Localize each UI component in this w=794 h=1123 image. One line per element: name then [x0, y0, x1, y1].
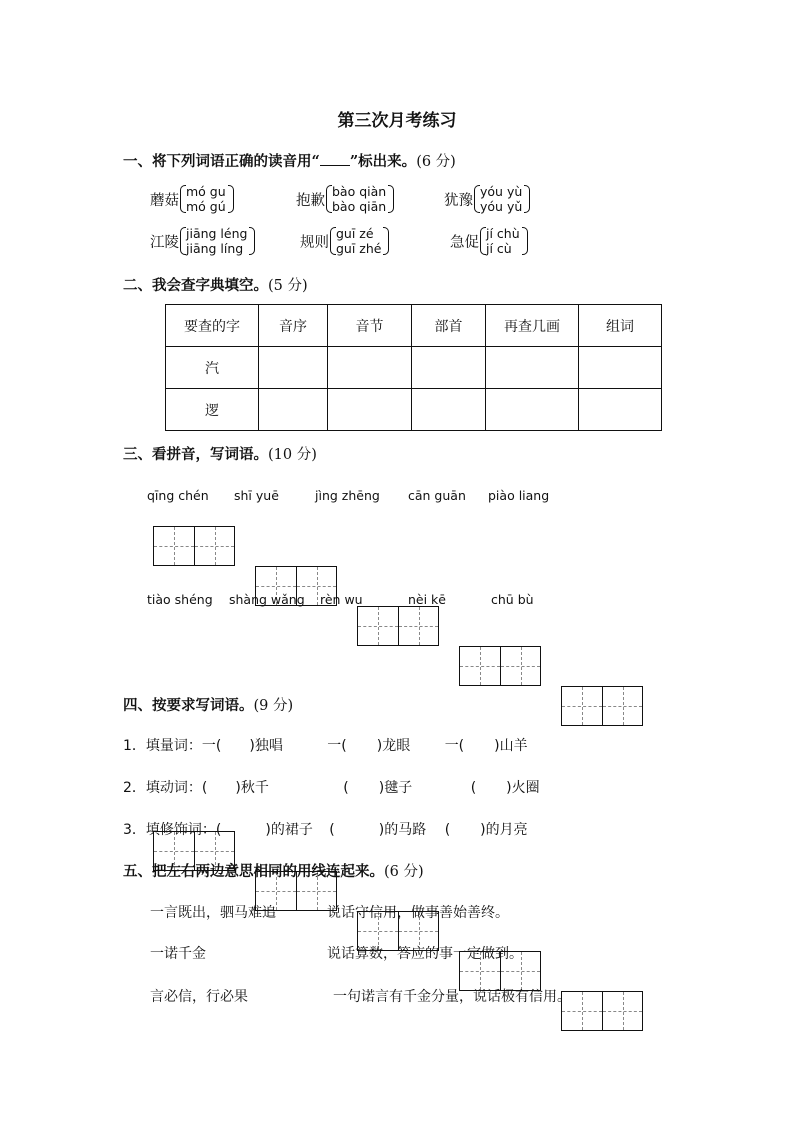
- section-5-score: (6 分): [384, 864, 424, 880]
- answer-cell[interactable]: [486, 389, 579, 431]
- pinyin-option-b: jí cù: [486, 241, 512, 256]
- pinyin-options: [328, 184, 392, 214]
- section-5-heading: [123, 860, 424, 881]
- section-1-heading-pre: 一、将下列词语正确的读音用“: [123, 153, 320, 170]
- answer-cell[interactable]: [259, 389, 328, 431]
- table-char-cell: 汽: [166, 347, 259, 389]
- table-header-cell: 要查的字: [166, 305, 259, 347]
- line-1-b: 一(: [327, 738, 347, 754]
- match-right-item[interactable]: 说话算数，答应的事一定做到。: [327, 946, 523, 962]
- writing-grid[interactable]: [153, 526, 235, 566]
- answer-cell[interactable]: [486, 347, 579, 389]
- exercise-line-2: [123, 777, 540, 797]
- section-3-score: (10 分): [268, 447, 317, 463]
- choice-word: 急促: [450, 234, 479, 251]
- pinyin-prompt: shī yuē: [234, 488, 279, 503]
- section-2-heading-text: 二、我会查字典填空。: [123, 277, 268, 294]
- pinyin-prompt: rèn wu: [320, 592, 363, 607]
- table-header-cell: 再查几画: [486, 305, 579, 347]
- pinyin-option-a: bào qiàn: [332, 184, 387, 199]
- section-1-score: (6 分): [416, 154, 456, 170]
- line-2-a: )秋千: [235, 780, 269, 796]
- pinyin-choice-item: [150, 184, 232, 214]
- line-2-d: (: [470, 780, 477, 796]
- writing-grid[interactable]: [357, 606, 439, 646]
- pinyin-options: [182, 184, 232, 214]
- table-header-cell: 音节: [328, 305, 412, 347]
- line-1-e: )山羊: [494, 738, 528, 754]
- section-2-score: (5 分): [268, 278, 308, 294]
- table-header-cell: 音序: [259, 305, 328, 347]
- writing-grid[interactable]: [561, 991, 643, 1031]
- answer-cell[interactable]: [259, 347, 328, 389]
- line-2-e: )火圈: [506, 780, 540, 796]
- section-1-heading: [123, 150, 456, 171]
- page-title: 第三次月考练习: [337, 111, 457, 131]
- section-1-heading-post: ”标出来。: [349, 153, 417, 170]
- pinyin-prompt: shàng wǎng: [229, 592, 305, 607]
- table-row: [166, 347, 662, 389]
- match-right-item[interactable]: 一句诺言有千金分量，说话极有信用。: [333, 989, 571, 1005]
- pinyin-prompt: piào liang: [488, 488, 550, 503]
- choice-word: 规则: [300, 234, 329, 251]
- answer-cell[interactable]: [328, 347, 412, 389]
- choice-word: 犹豫: [444, 192, 473, 209]
- line-3-d: (: [444, 822, 451, 838]
- line-1-a: )独唱: [249, 738, 283, 754]
- pinyin-options: [476, 184, 528, 214]
- pinyin-options: [182, 226, 253, 256]
- choice-word: 江陵: [150, 234, 179, 251]
- answer-cell[interactable]: [579, 347, 662, 389]
- pinyin-choice-item: [444, 184, 528, 214]
- section-3-heading: [123, 443, 317, 464]
- pinyin-option-b: jiāng líng: [186, 241, 244, 256]
- pinyin-prompt: tiào shéng: [147, 592, 213, 607]
- pinyin-prompt: jìng zhēng: [315, 488, 380, 503]
- line-3-a: )的裙子: [265, 822, 313, 838]
- pinyin-options: [332, 226, 387, 256]
- match-right-item[interactable]: 说话守信用，做事善始善终。: [327, 905, 509, 921]
- table-char-cell: 逻: [166, 389, 259, 431]
- line-1-d: 一(: [444, 738, 465, 754]
- line-3-label: 3．填修饰词：(: [123, 822, 222, 838]
- table-header-cell: 部首: [412, 305, 486, 347]
- exercise-line-3: [123, 819, 528, 839]
- pinyin-prompt: chū bù: [491, 592, 534, 607]
- line-1-label: 1．填量词：一(: [123, 738, 222, 754]
- pinyin-options: [482, 226, 526, 256]
- answer-cell[interactable]: [579, 389, 662, 431]
- section-4-score: (9 分): [253, 698, 294, 714]
- section-2-heading: [123, 274, 308, 295]
- match-left-item[interactable]: 一诺千金: [150, 946, 206, 962]
- pinyin-choice-item: [450, 226, 526, 256]
- writing-grid[interactable]: [459, 646, 541, 686]
- writing-grid[interactable]: [561, 686, 643, 726]
- pinyin-option-b: guī zhé: [336, 241, 382, 256]
- section-4-heading: [123, 694, 293, 715]
- line-2-c: )毽子: [378, 780, 413, 796]
- choice-word: 抱歉: [296, 192, 325, 209]
- section-4-heading-text: 四、按要求写词语。: [123, 697, 254, 714]
- answer-cell[interactable]: [328, 389, 412, 431]
- blank-underline: [320, 153, 350, 166]
- pinyin-prompt: nèi kē: [408, 592, 446, 607]
- pinyin-option-a: jiāng léng: [186, 226, 248, 241]
- pinyin-option-a: guī zé: [336, 226, 374, 241]
- pinyin-prompt: cān guān: [408, 488, 466, 503]
- exercise-line-1: [123, 735, 528, 755]
- pinyin-option-b: yóu yǔ: [480, 199, 523, 214]
- line-2-label: 2．填动词：(: [123, 780, 208, 796]
- match-left-item[interactable]: 言必信，行必果: [150, 989, 248, 1005]
- match-left-item[interactable]: 一言既出，驷马难追: [150, 905, 276, 921]
- section-5-heading-text: 五、把左右两边意思相同的用线连起来。: [123, 863, 384, 880]
- table-row: [166, 389, 662, 431]
- pinyin-option-a: mó gu: [186, 184, 226, 199]
- line-3-e: )的月亮: [480, 822, 528, 838]
- line-3-c: )的马路: [378, 822, 427, 838]
- pinyin-choice-item: [300, 226, 387, 256]
- table-header-row: [166, 305, 662, 347]
- line-2-b: (: [343, 780, 349, 796]
- table-header-cell: 组词: [579, 305, 662, 347]
- pinyin-choice-item: [150, 226, 253, 256]
- answer-cell[interactable]: [412, 389, 486, 431]
- pinyin-option-b: bào qiān: [332, 199, 387, 214]
- line-1-c: )龙眼: [376, 738, 411, 754]
- section-3-heading-text: 三、看拼音，写词语。: [123, 446, 268, 463]
- dictionary-table: [165, 304, 662, 431]
- pinyin-option-a: yóu yù: [480, 184, 523, 199]
- choice-word: 蘑菇: [150, 192, 179, 209]
- pinyin-option-b: mó gú: [186, 199, 226, 214]
- pinyin-option-a: jí chù: [486, 226, 520, 241]
- line-3-b: (: [329, 822, 335, 838]
- pinyin-prompt: qīng chén: [147, 488, 209, 503]
- pinyin-choice-item: [296, 184, 392, 214]
- answer-cell[interactable]: [412, 347, 486, 389]
